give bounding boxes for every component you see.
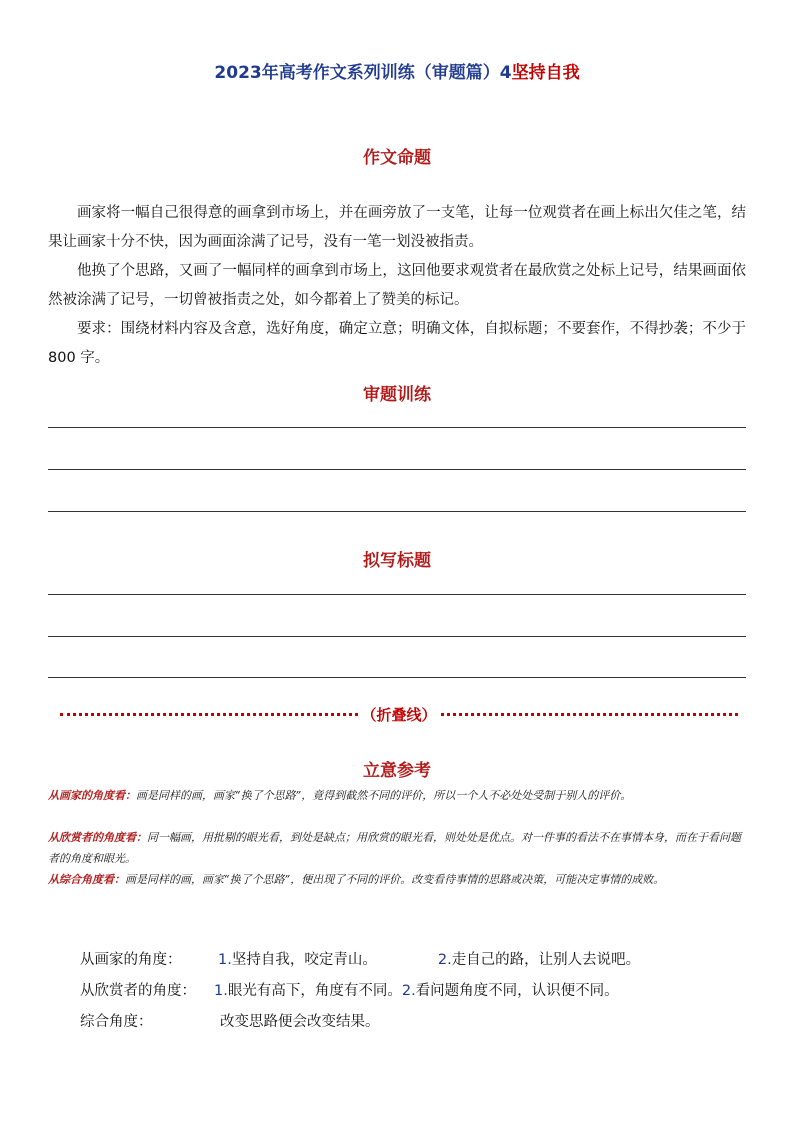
writing-line: [48, 511, 746, 512]
title-suffix: 坚持自我: [511, 63, 580, 83]
item-number: 1.: [218, 952, 232, 968]
summary-label: 从画家的角度：: [80, 952, 182, 968]
prompt-requirements: 要求：围绕材料内容及含意，选好角度，确定立意；明确文体，自拟标题；不要套作，不得抄袭；不少于 800 字。: [48, 321, 746, 366]
writing-line: [48, 636, 746, 637]
summary-label: 从欣赏者的角度：: [80, 983, 196, 999]
fold-label: （折叠线）: [361, 706, 437, 724]
reference-body: 画是同样的画，画家“换了个思路”，便出现了不同的评价。改变看待事情的思路或决策，可能决定事情的成败。: [125, 873, 665, 886]
reference-item-painter: [48, 785, 748, 806]
prompt-paragraph-1: 画家将一幅自己很得意的画拿到市场上，并在画旁放了一支笔，让每一位观赏者在画上标出欠佳之笔，结果让画家十分不快，因为画面涂满了记号，没有一笔一划没被指责。: [48, 205, 746, 250]
summary-row-overall: [80, 1010, 380, 1031]
fold-dots-right: [441, 713, 739, 716]
item-number: 1.: [214, 983, 228, 999]
reference-head: 从欣赏者的角度看：: [48, 831, 147, 844]
item-number: 2.: [437, 952, 452, 968]
prompt-paragraph-2: 他换了个思路，又画了一幅同样的画拿到市场上，这回他要求观赏者在最欣赏之处标上记号，结果画面依然被涂满了记号，一切曾被指责之处，如今都着上了赞美的标记。: [48, 263, 746, 308]
prompt-heading: 作文命题: [363, 148, 431, 168]
summary-row-viewer: [80, 979, 619, 1000]
analysis-heading: 审题训练: [363, 385, 431, 405]
writing-line: [48, 594, 746, 595]
reference-body: 同一幅画，用批剔的眼光看，到处是缺点；用欣赏的眼光看，则处处是优点。对一件事的看法不在事情本身，而在于看问题者的角度和眼光。: [48, 831, 741, 865]
reference-head: 从综合角度看：: [48, 873, 125, 886]
reference-body: 画是同样的画，画家“换了个思路”，竟得到截然不同的评价，所以一个人不必处处受制于别人的评价。: [136, 789, 632, 802]
writing-line: [48, 469, 746, 470]
page-title: [0, 58, 794, 83]
summary-item: 走自己的路，让别人去说吧。: [451, 952, 641, 968]
title-practice-heading: 拟写标题: [363, 551, 431, 571]
summary-item: 改变思路便会改变结果。: [220, 1014, 380, 1030]
summary-item: 眼光有高下，角度有不同。: [227, 983, 402, 999]
reference-head: 从画家的角度看：: [48, 789, 136, 802]
reference-item-overall: [48, 869, 748, 890]
reference-heading: 立意参考: [363, 761, 431, 781]
summary-label: 综合角度：: [80, 1014, 153, 1030]
writing-line: [48, 677, 746, 678]
reference-item-viewer: [48, 827, 748, 869]
summary-item: 坚持自我，咬定青山。: [231, 952, 377, 968]
summary-row-painter: [80, 948, 640, 969]
fold-line: [60, 704, 738, 725]
summary-item: 看问题角度不同，认识便不同。: [415, 983, 619, 999]
title-prefix: 2023年高考作文系列训练（审题篇）4: [214, 63, 512, 83]
writing-line: [48, 427, 746, 428]
fold-dots-left: [60, 713, 358, 716]
item-number: 2.: [401, 983, 416, 999]
